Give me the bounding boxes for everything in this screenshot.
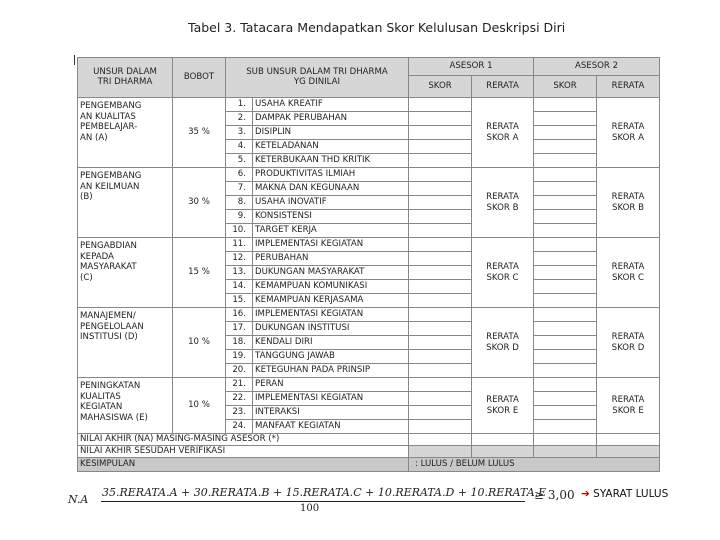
bobot-cell: 10 % (173, 378, 226, 434)
skor-cell-asesor-2 (534, 98, 597, 112)
skor-cell-asesor-2 (534, 350, 597, 364)
item-number: 7. (226, 182, 253, 196)
header-unsur: UNSUR DALAM TRI DHARMA (78, 58, 173, 98)
skor-cell-asesor-1 (409, 294, 472, 308)
kesimpulan-row (78, 458, 660, 472)
item-number: 13. (226, 266, 253, 280)
item-number: 20. (226, 364, 253, 378)
skor-cell-asesor-1 (409, 308, 472, 322)
skor-cell-asesor-1 (409, 98, 472, 112)
item-name: INTERAKSI (253, 406, 409, 420)
header-bobot: BOBOT (173, 58, 226, 98)
bobot-cell: 10 % (173, 308, 226, 378)
unsur-cell: PENGEMBANG AN KUALITAS PEMBELAJAR- AN (A) (78, 98, 173, 168)
skor-cell-asesor-1 (409, 154, 472, 168)
item-number: 10. (226, 224, 253, 238)
skor-cell-asesor-1 (409, 112, 472, 126)
rerata-cell-asesor-2: RERATA SKOR B (597, 168, 660, 238)
skor-cell-asesor-1 (409, 266, 472, 280)
item-name: KENDALI DIRI (253, 336, 409, 350)
item-number: 5. (226, 154, 253, 168)
header-skor-2: SKOR (534, 76, 597, 98)
item-name: KONSISTENSI (253, 210, 409, 224)
rerata-cell-asesor-1: RERATA SKOR A (472, 98, 534, 168)
header-asesor-1: ASESOR 1 (409, 58, 534, 76)
arrow-right-icon: ➔ (581, 488, 590, 500)
item-number: 6. (226, 168, 253, 182)
skor-cell-asesor-2 (534, 336, 597, 350)
nilai-akhir-cell (597, 434, 660, 446)
skor-cell-asesor-2 (534, 378, 597, 392)
item-name: PRODUKTIVITAS ILMIAH (253, 168, 409, 182)
item-number: 11. (226, 238, 253, 252)
skor-cell-asesor-2 (534, 322, 597, 336)
nilai-verifikasi-label: NILAI AKHIR SESUDAH VERIFIKASI (78, 446, 409, 458)
item-name: KEMAMPUAN KERJASAMA (253, 294, 409, 308)
skor-cell-asesor-1 (409, 168, 472, 182)
skor-cell-asesor-1 (409, 252, 472, 266)
unsur-cell: PENGABDIAN KEPADA MASYARAKAT (C) (78, 238, 173, 308)
header-sub-unsur: SUB UNSUR DALAM TRI DHARMA YG DINILAI (226, 58, 409, 98)
skor-cell-asesor-2 (534, 252, 597, 266)
bobot-cell: 35 % (173, 98, 226, 168)
item-number: 3. (226, 126, 253, 140)
skor-cell-asesor-2 (534, 182, 597, 196)
rerata-cell-asesor-1: RERATA SKOR C (472, 238, 534, 308)
skor-cell-asesor-1 (409, 224, 472, 238)
item-name: IMPLEMENTASI KEGIATAN (253, 308, 409, 322)
skor-cell-asesor-2 (534, 154, 597, 168)
nilai-akhir-label: NILAI AKHIR (NA) MASING-MASING ASESOR (*) (78, 434, 409, 446)
table-row (78, 238, 660, 252)
item-name: DUKUNGAN MASYARAKAT (253, 266, 409, 280)
item-name: TANGGUNG JAWAB (253, 350, 409, 364)
rerata-cell-asesor-2: RERATA SKOR C (597, 238, 660, 308)
item-number: 12. (226, 252, 253, 266)
margin-mark (74, 55, 75, 65)
result-label: SYARAT LULUS (593, 488, 669, 500)
unsur-cell: PENINGKATAN KUALITAS KEGIATAN MAHASISWA (E) (78, 378, 173, 434)
header-rerata-1: RERATA (472, 76, 534, 98)
item-number: 22. (226, 392, 253, 406)
formula (68, 486, 720, 526)
skor-cell-asesor-2 (534, 112, 597, 126)
skor-cell-asesor-2 (534, 392, 597, 406)
item-name: DISIPLIN (253, 126, 409, 140)
item-number: 23. (226, 406, 253, 420)
rerata-cell-asesor-1: RERATA SKOR B (472, 168, 534, 238)
skor-cell-asesor-1 (409, 322, 472, 336)
item-name: KEMAMPUAN KOMUNIKASI (253, 280, 409, 294)
rerata-cell-asesor-1: RERATA SKOR E (472, 378, 534, 434)
skor-cell-asesor-2 (534, 196, 597, 210)
skor-cell-asesor-2 (534, 294, 597, 308)
table-row (78, 98, 660, 112)
nilai-verifikasi-cell (472, 446, 534, 458)
formula-numerator: 35.RERATA.A + 30.RERATA.B + 15.RERATA.C + 10.RERATA.D + 10.RERATA.E (102, 486, 547, 499)
skor-cell-asesor-2 (534, 364, 597, 378)
item-name: MAKNA DAN KEGUNAAN (253, 182, 409, 196)
lulus-value: : LULUS / BELUM LULUS (409, 458, 660, 472)
item-number: 1. (226, 98, 253, 112)
item-name: IMPLEMENTASI KEGIATAN (253, 238, 409, 252)
skor-cell-asesor-1 (409, 350, 472, 364)
skor-cell-asesor-2 (534, 420, 597, 434)
skor-cell-asesor-1 (409, 238, 472, 252)
header-skor-1: SKOR (409, 76, 472, 98)
skor-cell-asesor-1 (409, 182, 472, 196)
item-name: TARGET KERJA (253, 224, 409, 238)
nilai-akhir-cell (472, 434, 534, 446)
item-number: 24. (226, 420, 253, 434)
nilai-akhir-cell (409, 434, 472, 446)
table-row (78, 308, 660, 322)
nilai-verifikasi-cell (597, 446, 660, 458)
nilai-akhir-cell (534, 434, 597, 446)
rerata-cell-asesor-2: RERATA SKOR A (597, 98, 660, 168)
item-number: 2. (226, 112, 253, 126)
skor-cell-asesor-1 (409, 140, 472, 154)
skor-cell-asesor-2 (534, 140, 597, 154)
item-number: 16. (226, 308, 253, 322)
item-name: USAHA KREATIF (253, 98, 409, 112)
nilai-akhir-row (78, 434, 660, 446)
skor-cell-asesor-2 (534, 308, 597, 322)
unsur-cell: PENGEMBANG AN KEILMUAN (B) (78, 168, 173, 238)
item-number: 21. (226, 378, 253, 392)
item-name: DUKUNGAN INSTITUSI (253, 322, 409, 336)
table-row (78, 168, 660, 182)
item-number: 18. (226, 336, 253, 350)
skor-cell-asesor-1 (409, 126, 472, 140)
item-number: 19. (226, 350, 253, 364)
rerata-cell-asesor-2: RERATA SKOR E (597, 378, 660, 434)
item-number: 17. (226, 322, 253, 336)
nilai-verifikasi-cell (534, 446, 597, 458)
skor-cell-asesor-1 (409, 364, 472, 378)
skor-cell-asesor-1 (409, 420, 472, 434)
skor-cell-asesor-1 (409, 280, 472, 294)
score-table (77, 57, 660, 472)
header-asesor-2: ASESOR 2 (534, 58, 660, 76)
skor-cell-asesor-2 (534, 126, 597, 140)
item-name: IMPLEMENTASI KEGIATAN (253, 392, 409, 406)
skor-cell-asesor-1 (409, 392, 472, 406)
table-row (78, 378, 660, 392)
skor-cell-asesor-1 (409, 378, 472, 392)
skor-cell-asesor-2 (534, 266, 597, 280)
skor-cell-asesor-2 (534, 168, 597, 182)
rerata-cell-asesor-2: RERATA SKOR D (597, 308, 660, 378)
table-title: Tabel 3. Tatacara Mendapatkan Skor Kelulusan Deskripsi Diri (188, 20, 566, 35)
skor-cell-asesor-1 (409, 210, 472, 224)
skor-cell-asesor-1 (409, 196, 472, 210)
nilai-verifikasi-cell (409, 446, 472, 458)
skor-cell-asesor-2 (534, 406, 597, 420)
skor-cell-asesor-2 (534, 238, 597, 252)
formula-result (581, 488, 668, 500)
unsur-cell: MANAJEMEN/ PENGELOLAAN INSTITUSI (D) (78, 308, 173, 378)
bobot-cell: 15 % (173, 238, 226, 308)
item-name: KETEGUHAN PADA PRINSIP (253, 364, 409, 378)
item-name: KETELADANAN (253, 140, 409, 154)
item-name: PERAN (253, 378, 409, 392)
kesimpulan-label: KESIMPULAN (78, 458, 409, 472)
item-name: PERUBAHAN (253, 252, 409, 266)
item-number: 14. (226, 280, 253, 294)
skor-cell-asesor-2 (534, 210, 597, 224)
formula-denominator: 100 (300, 503, 320, 514)
item-number: 8. (226, 196, 253, 210)
formula-lhs: N.A (68, 493, 89, 506)
header-rerata-2: RERATA (597, 76, 660, 98)
skor-cell-asesor-1 (409, 406, 472, 420)
formula-condition: ≥ 3,00 (534, 488, 575, 502)
item-number: 9. (226, 210, 253, 224)
skor-cell-asesor-2 (534, 224, 597, 238)
fraction-bar (101, 501, 525, 502)
bobot-cell: 30 % (173, 168, 226, 238)
item-number: 4. (226, 140, 253, 154)
rerata-cell-asesor-1: RERATA SKOR D (472, 308, 534, 378)
nilai-verifikasi-row (78, 446, 660, 458)
header-row (78, 58, 660, 76)
item-number: 15. (226, 294, 253, 308)
item-name: USAHA INOVATIF (253, 196, 409, 210)
item-name: MANFAAT KEGIATAN (253, 420, 409, 434)
skor-cell-asesor-2 (534, 280, 597, 294)
item-name: KETERBUKAAN THD KRITIK (253, 154, 409, 168)
item-name: DAMPAK PERUBAHAN (253, 112, 409, 126)
skor-cell-asesor-1 (409, 336, 472, 350)
